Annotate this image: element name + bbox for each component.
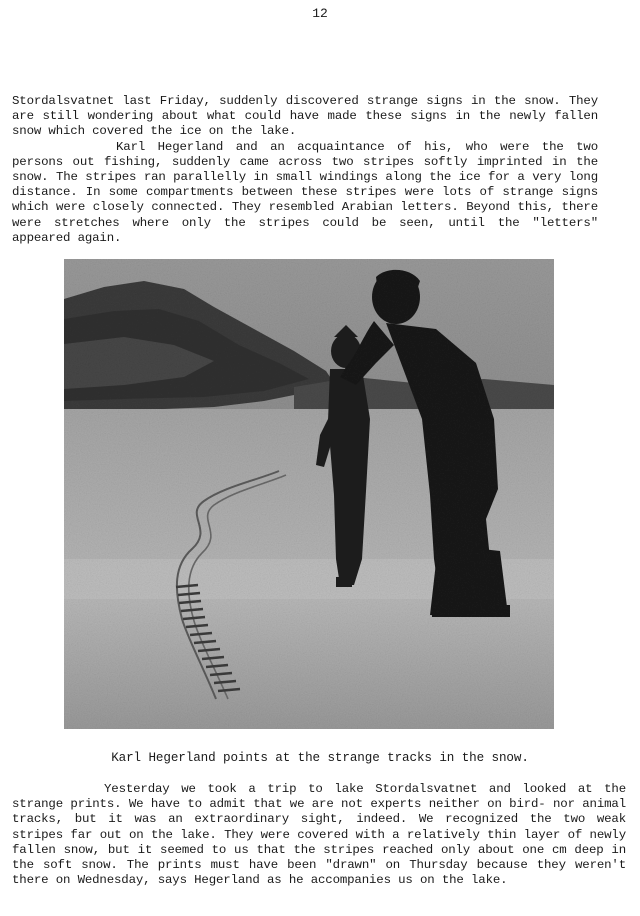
photo-illustration — [64, 259, 554, 729]
news-photo — [64, 259, 554, 729]
paragraph-2: Karl Hegerland and an acquaintance of his, who were the two persons out fishing, suddenly came across two stripes softly imprinted in the snow. The stripes ran parallelly in small windings along the ice for a very long distance. In some compartments between these stripes were lots of strange signs which were closely connected. They resembled Arabian letters. Beyond this, there were stretches where only the stripes could be seen, until the "letters" appeared again. — [12, 139, 598, 245]
article-text-bottom — [12, 782, 626, 888]
photo-caption: Karl Hegerland points at the strange tracks in the snow. — [111, 751, 529, 765]
article-text-top — [12, 94, 598, 246]
paragraph-3: Yesterday we took a trip to lake Stordalsvatnet and looked at the strange prints. We have to admit that we are not experts neither on bird- nor animal tracks, but it was an extraordinary sight, indeed. We recognized the two weak stripes far out on the lake. They were covered with a relatively thin layer of newly fallen snow, but it seemed to us that the stripes reached only about one cm deep in the soft snow. The prints must have been "drawn" on Thursday because they weren't there on Wednesday, says Hegerland as he accompanies us on the lake. — [12, 782, 626, 888]
paragraph-1: Stordalsvatnet last Friday, suddenly discovered strange signs in the snow. They are still wondering about what could have made these signs in the newly fallen snow which covered the ice on the lake. — [12, 94, 598, 139]
page-number: 12 — [312, 6, 328, 21]
